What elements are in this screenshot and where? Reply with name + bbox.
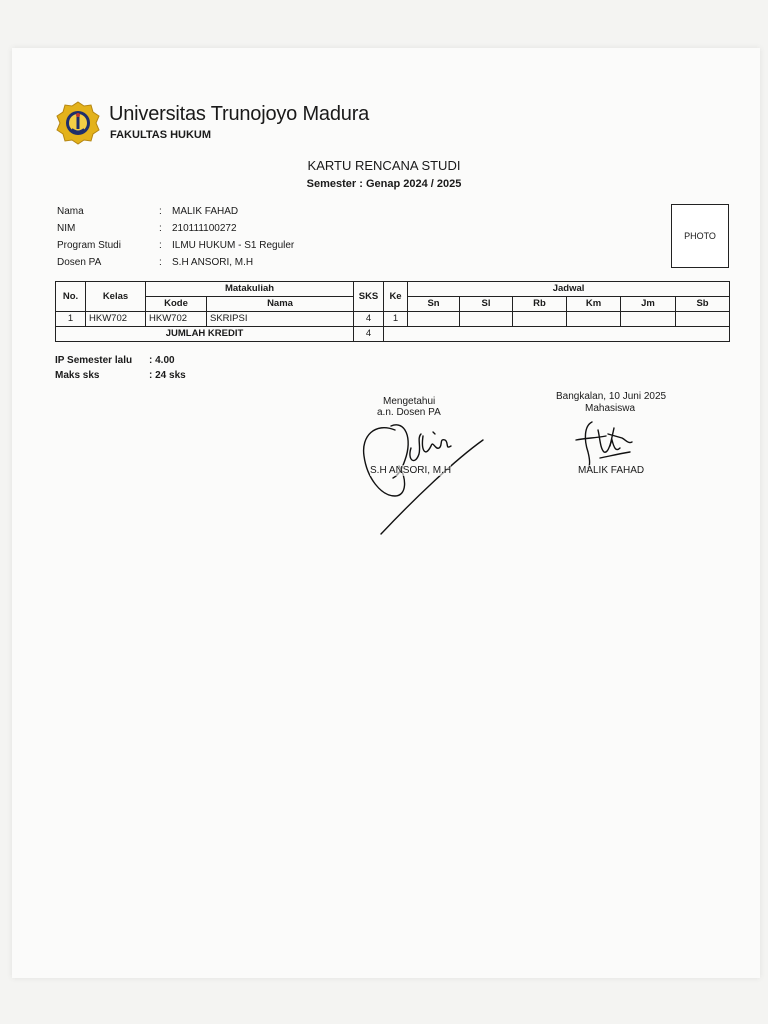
place-date: Bangkalan, 10 Juni 2025 — [556, 391, 667, 402]
student-name: MALIK FAHAD — [578, 465, 645, 476]
cell-day-sn — [408, 312, 460, 327]
cell-day-sb — [676, 312, 730, 327]
faculty-name: FAKULTAS HUKUM — [110, 129, 212, 141]
table-row — [56, 312, 730, 327]
info-colon: : — [159, 240, 162, 251]
photo-box — [671, 204, 729, 268]
table-total-row — [56, 327, 730, 342]
student-signature-icon — [570, 418, 640, 470]
university-name: Universitas Trunojoyo Madura — [109, 103, 370, 125]
approval-line2: a.n. Dosen PA — [377, 407, 441, 418]
header-kelas: Kelas — [86, 282, 146, 312]
cell-day-rb — [513, 312, 567, 327]
total-filler — [384, 327, 730, 342]
course-table — [55, 281, 730, 342]
info-value: 210111100272 — [172, 223, 237, 234]
summary-label: Maks sks — [55, 370, 100, 381]
info-colon: : — [159, 206, 162, 217]
photo-label: PHOTO — [684, 231, 716, 241]
document-title: KARTU RENCANA STUDI — [307, 158, 461, 173]
header-kode: Kode — [146, 297, 207, 312]
approval-line1: Mengetahui — [383, 396, 436, 407]
info-colon: : — [159, 257, 162, 268]
info-value: ILMU HUKUM - S1 Reguler — [172, 240, 295, 251]
header-day-jm: Jm — [621, 297, 676, 312]
cell-ke: 1 — [384, 312, 408, 327]
cell-kode: HKW702 — [146, 312, 207, 327]
header-day-sn: Sn — [408, 297, 460, 312]
advisor-signature-icon — [355, 416, 490, 540]
cell-nama: SKRIPSI — [207, 312, 354, 327]
header-day-rb: Rb — [513, 297, 567, 312]
student-role: Mahasiswa — [585, 403, 636, 414]
info-label: Program Studi — [57, 240, 121, 251]
semester-label: Semester : Genap 2024 / 2025 — [306, 178, 462, 190]
summary-value: : 24 sks — [149, 370, 186, 381]
info-colon: : — [159, 223, 162, 234]
header-no: No. — [56, 282, 86, 312]
summary-value: : 4.00 — [149, 355, 175, 366]
total-sks: 4 — [354, 327, 384, 342]
header-ke: Ke — [384, 282, 408, 312]
advisor-name: S.H ANSORI, M.H — [370, 465, 452, 476]
cell-sks: 4 — [354, 312, 384, 327]
header-matakuliah: Matakuliah — [146, 282, 354, 297]
cell-no: 1 — [56, 312, 86, 327]
total-label: JUMLAH KREDIT — [56, 327, 354, 342]
info-label: Dosen PA — [57, 257, 102, 268]
cell-day-sl — [460, 312, 513, 327]
table-header-row — [56, 282, 730, 297]
header-jadwal: Jadwal — [408, 282, 730, 297]
info-value: MALIK FAHAD — [172, 206, 239, 217]
info-value: S.H ANSORI, M.H — [172, 257, 254, 268]
cell-day-jm — [621, 312, 676, 327]
header-day-sb: Sb — [676, 297, 730, 312]
info-label: NIM — [57, 223, 76, 234]
cell-kelas: HKW702 — [86, 312, 146, 327]
header-sks: SKS — [354, 282, 384, 312]
header-day-sl: Sl — [460, 297, 513, 312]
cell-day-km — [567, 312, 621, 327]
summary-label: IP Semester lalu — [55, 355, 133, 366]
university-seal-icon — [55, 101, 101, 145]
info-label: Nama — [57, 206, 84, 217]
header-day-km: Km — [567, 297, 621, 312]
header-nama: Nama — [207, 297, 354, 312]
